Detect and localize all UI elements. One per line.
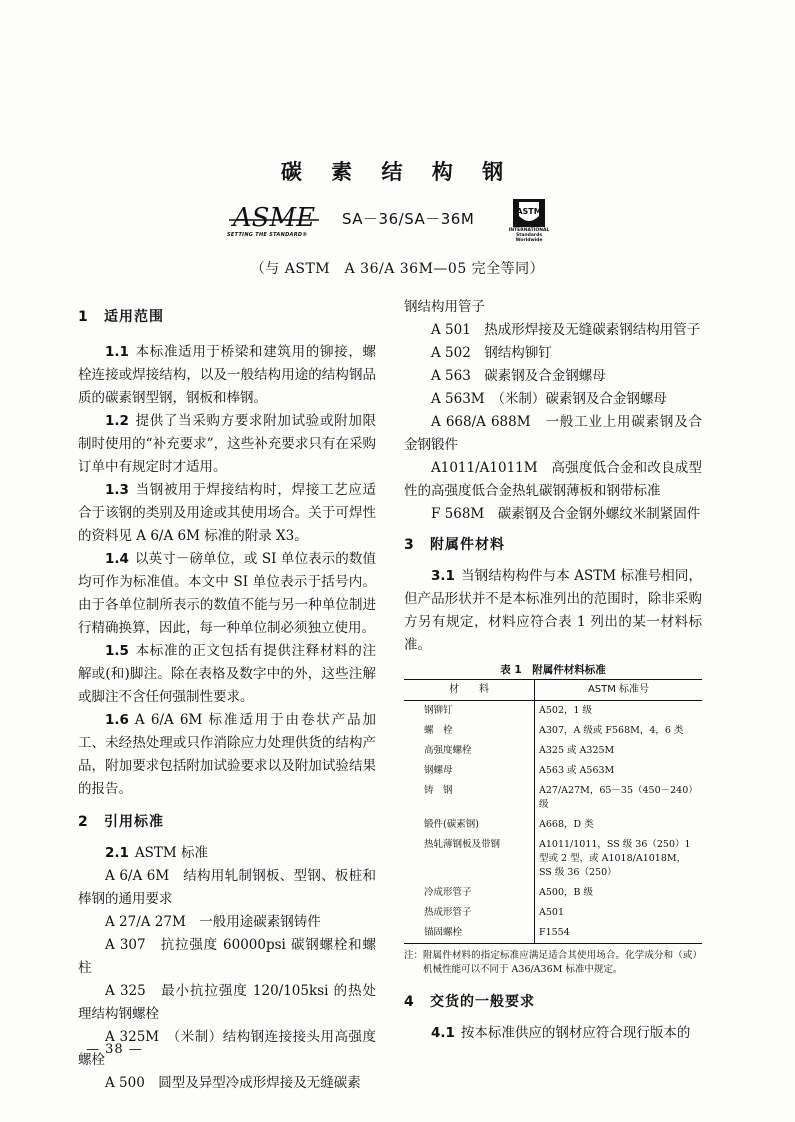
page-title: 碳 素 结 构 钢 bbox=[280, 160, 515, 184]
standard-cell: A500，B 级 bbox=[535, 883, 703, 903]
ref-continuation: 钢结构用管子 bbox=[404, 299, 485, 315]
table-row bbox=[404, 903, 702, 923]
ref-item: A 307 抗拉强度 60000psi 碳钢螺栓和螺柱 bbox=[78, 937, 376, 976]
ref-item: A 325M （米制）结构钢连接接头用高强度螺栓 bbox=[78, 1029, 376, 1068]
astm-caption-1: INTERNATIONAL bbox=[508, 228, 550, 233]
asme-logo bbox=[227, 198, 321, 242]
ref-item: A 500 圆型及异型冷成形焊接及无缝碳素 bbox=[105, 1075, 361, 1091]
table-header-row bbox=[404, 680, 702, 701]
astm-logo-text: ASTM bbox=[516, 207, 542, 216]
page-number: — 38 — bbox=[86, 1042, 143, 1057]
section-3-heading: 3 附属件材料 bbox=[404, 537, 505, 553]
material-cell: 冷成形管子 bbox=[424, 887, 472, 898]
section-4-heading: 4 交货的一般要求 bbox=[404, 994, 535, 1010]
table-caption: 表 1 附属件材料标准 bbox=[500, 664, 606, 676]
ref-item: F 568M 碳素钢及合金钢外螺纹米制紧固件 bbox=[431, 506, 701, 522]
para-1-3: 1.3 当钢被用于焊接结构时，焊接工艺应适合于该钢的类别及用途或其使用场合。关于可焊性的资料见 A 6/A 6M 标准的附录 X3。 bbox=[78, 482, 376, 544]
material-cell: 钢铆钉 bbox=[424, 705, 453, 716]
table-row bbox=[404, 721, 702, 741]
table-row bbox=[404, 761, 702, 781]
ref-item: A1011/A1011M 高强度低合金和改良成型性的高强度低合金热轧碳钢薄板和钢带标准 bbox=[404, 460, 702, 499]
table-row bbox=[404, 781, 702, 815]
standard-header bbox=[0, 198, 795, 244]
ref-item: A 6/A 6M 结构用轧制钢板、型钢、板桩和棒钢的通用要求 bbox=[78, 868, 376, 907]
accessory-materials-table bbox=[404, 679, 702, 944]
section-1-heading: 1 适用范围 bbox=[78, 309, 164, 325]
para-1-5: 1.5 本标准的正文包括有提供注释材料的注解或(和)脚注。除在表格及数字中的外，这些注解或脚注不含任何强制性要求。 bbox=[78, 643, 376, 705]
standard-designation: SA－36/SA－36M bbox=[342, 210, 475, 228]
standard-cell: A325 或 A325M bbox=[535, 741, 703, 761]
material-cell: 热轧薄钢板及带钢 bbox=[424, 839, 501, 850]
ref-item: A 27/A 27M 一般用途碳素钢铸件 bbox=[105, 914, 321, 930]
standard-cell: A502，1 级 bbox=[535, 701, 703, 722]
para-1-1: 1.1 本标准适用于桥梁和建筑用的铆接，螺栓连接或焊接结构，以及一般结构用途的结构钢品质的碳素钢型钢，钢板和棒钢。 bbox=[78, 344, 376, 406]
equivalence-note: （与 ASTM A 36/A 36M—05 完全等同） bbox=[250, 261, 545, 277]
material-cell: 螺 栓 bbox=[424, 725, 453, 736]
para-2-1: 2.1 ASTM 标准 bbox=[105, 845, 209, 861]
table-note-text: 附属件材料的指定标准应满足适合其使用场合。化学成分和（或）机械性能可以不同于 A36/A36M 标准中规定。 bbox=[423, 950, 702, 975]
right-column bbox=[404, 296, 702, 1045]
para-4-1: 4.1 按本标准供应的钢材应符合现行版本的 bbox=[431, 1025, 691, 1041]
material-cell: 锚固螺栓 bbox=[424, 927, 463, 938]
left-column bbox=[78, 306, 376, 1095]
table-row bbox=[404, 923, 702, 944]
standard-cell: A307，A 级或 F568M，4，6 类 bbox=[535, 721, 703, 741]
astm-logo-icon bbox=[512, 198, 546, 228]
table-row bbox=[404, 835, 702, 883]
table-row bbox=[404, 741, 702, 761]
asme-logo-icon bbox=[227, 198, 321, 232]
table-row bbox=[404, 701, 702, 722]
ref-item: A 563 碳素钢及合金钢螺母 bbox=[431, 368, 606, 384]
astm-logo bbox=[506, 198, 552, 242]
material-cell: 高强度螺栓 bbox=[424, 745, 472, 756]
material-cell: 热成形管子 bbox=[424, 907, 472, 918]
para-3-1: 3.1 当钢结构构件与本 ASTM 标准号相同，但产品形状并不是本标准列出的范围时，除非采购方另有规定，材料应符合表 1 列出的某一材料标准。 bbox=[404, 568, 702, 653]
para-1-4: 1.4 以英寸－磅单位，或 SI 单位表示的数值均可作为标准值。本文中 SI 单位表示于括号内。由于各单位制所表示的数值不能与另一种单位制进行精确换算，因此，每一种单位制必须独立使用。 bbox=[78, 551, 376, 636]
standard-cell: F1554 bbox=[535, 923, 703, 944]
ref-item: A 502 钢结构铆钉 bbox=[431, 345, 552, 361]
material-cell: 铸 钢 bbox=[424, 785, 453, 796]
ref-item: A 325 最小抗拉强度 120/105ksi 的热处理结构钢螺栓 bbox=[78, 983, 376, 1022]
para-1-6: 1.6 A 6/A 6M 标准适用于由卷状产品加工、未经热处理或只作消除应力处理供货的结构产品，附加要求包括附加试验要求以及附加试验结果的报告。 bbox=[78, 712, 376, 797]
para-1-2: 1.2 提供了当采购方要求附加试验或附加限制时使用的“补充要求”，这些补充要求只有在采购订单中有规定时才适用。 bbox=[78, 413, 376, 475]
material-cell: 钢螺母 bbox=[424, 765, 453, 776]
table-note bbox=[404, 949, 702, 977]
table-row bbox=[404, 883, 702, 903]
asme-logo-text: ASME bbox=[232, 203, 316, 232]
ref-item: A 563M （米制）碳素钢及合金钢螺母 bbox=[431, 391, 667, 407]
table-header-material: 材 料 bbox=[404, 680, 535, 701]
material-cell: 锻件(碳素钢) bbox=[424, 819, 479, 830]
table-header-standard: ASTM 标准号 bbox=[535, 680, 703, 701]
table-row bbox=[404, 815, 702, 835]
standard-cell: A27/A27M，65－35（450－240）级 bbox=[535, 781, 703, 815]
section-2-heading: 2 引用标准 bbox=[78, 814, 164, 830]
standard-cell: A563 或 A563M bbox=[535, 761, 703, 781]
table-note-label: 注： bbox=[404, 950, 424, 961]
standard-cell: A501 bbox=[535, 903, 703, 923]
ref-item: A 501 热成形焊接及无缝碳素钢结构用管子 bbox=[431, 322, 701, 338]
ref-item: A 668/A 688M 一般工业上用碳素钢及合金钢锻件 bbox=[404, 414, 702, 453]
standard-cell: A1011/1011，SS 级 36（250）1 型或 2 型，或 A1018/A1018M，SS 级 36（250） bbox=[535, 835, 703, 883]
asme-tagline: SETTING THE STANDARD® bbox=[227, 232, 308, 238]
astm-caption-2: Standards Worldwide bbox=[515, 233, 543, 243]
standard-cell: A668，D 类 bbox=[535, 815, 703, 835]
